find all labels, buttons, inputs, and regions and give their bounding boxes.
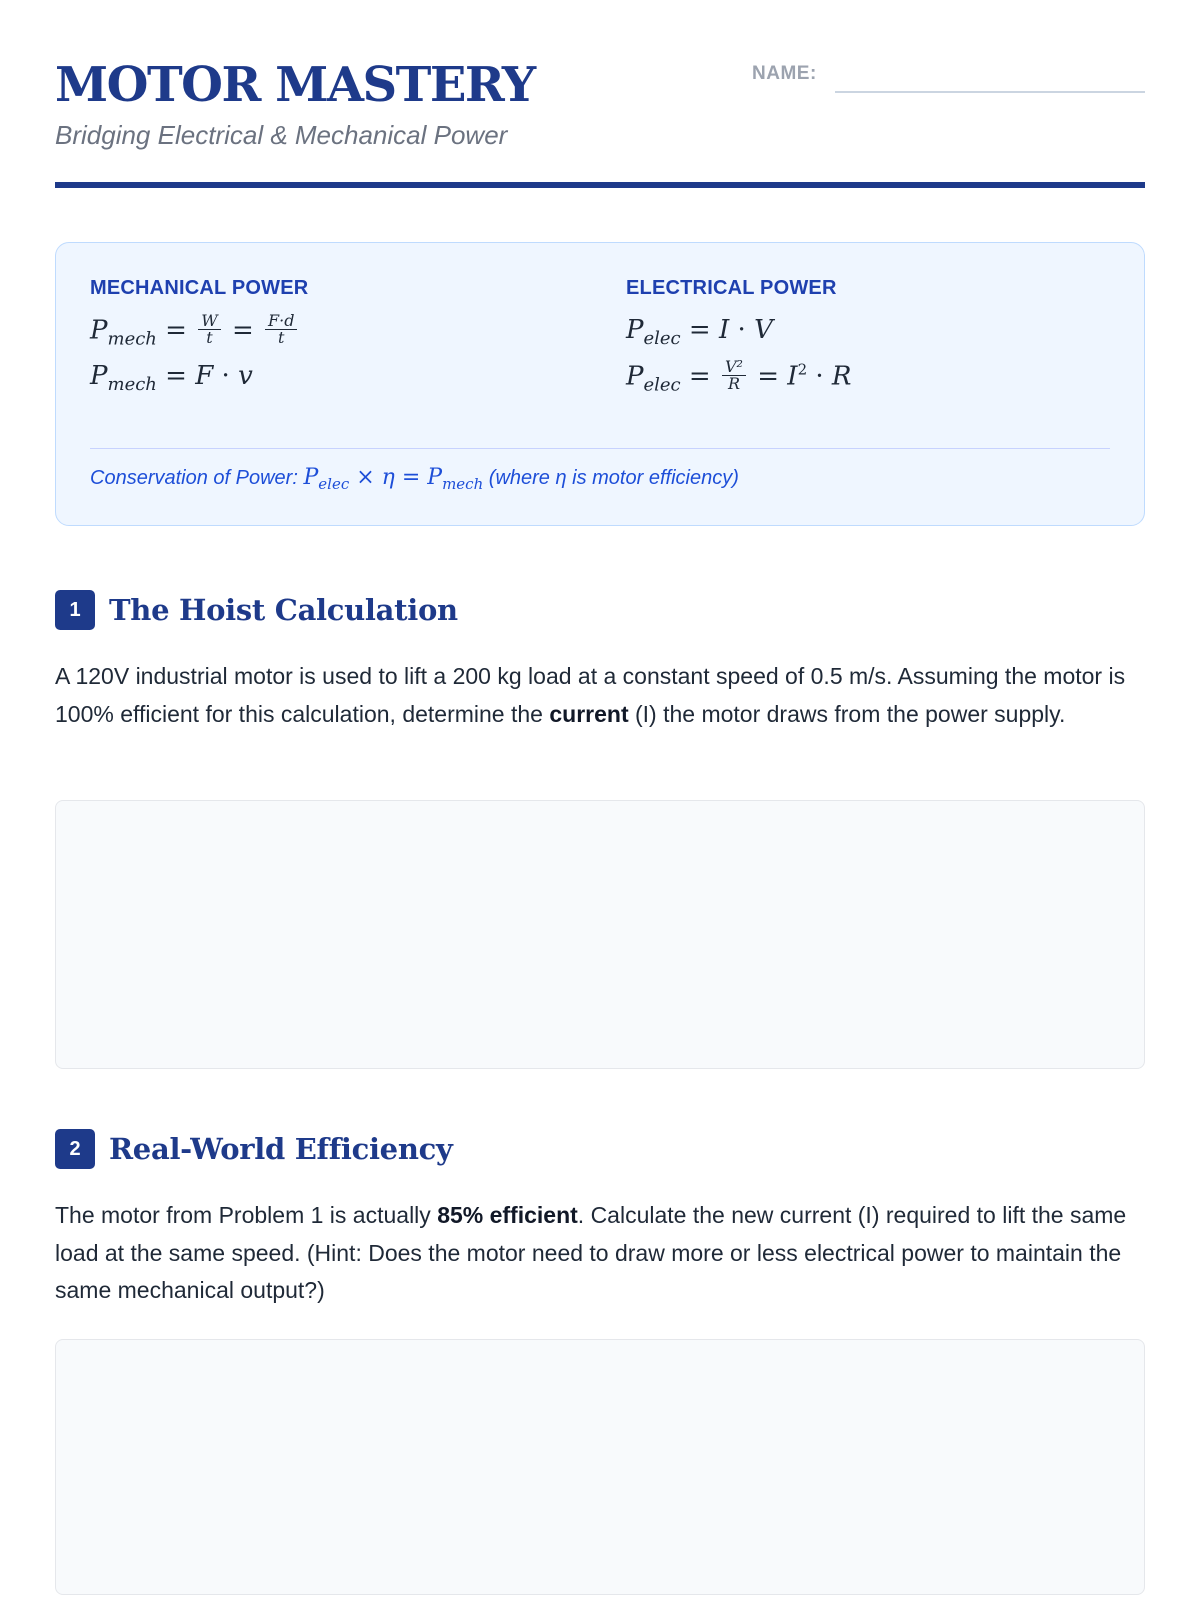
formula-box-divider <box>90 448 1110 449</box>
formula-reference-box <box>55 242 1145 526</box>
electrical-power-label: ELECTRICAL POWER <box>626 277 837 299</box>
problem-number-badge: 1 <box>55 590 95 630</box>
conservation-of-power-note: Conservation of Power: $P_{elec} \times \eta = P_{mech}$ (where η is motor efficiency) <box>90 465 739 493</box>
problem-title: The Hoist Calculation <box>109 593 458 627</box>
header-divider <box>55 182 1145 188</box>
problem-2-text: The motor from Problem 1 is actually 85% efficient. Calculate the new current (I) required to lift the same load at the same speed. (Hint: Does the motor need to draw more or less electrical power to maintain the same mechanical output?) <box>55 1202 1127 1303</box>
electrical-formula-1: $P_{elec} = I \cdot V$ <box>626 315 773 349</box>
problem-number-badge: 2 <box>55 1129 95 1169</box>
problem-2-answer-area[interactable] <box>55 1339 1145 1595</box>
worksheet-header <box>55 55 1145 190</box>
problem-title: Real-World Efficiency <box>109 1132 453 1166</box>
mechanical-formula-1: $P_{mech}$ = $\frac{W}{t}$ = $\frac{F\cdot d}{t}$ <box>90 315 300 348</box>
mechanical-formula-2: $P_{mech} = F \cdot v$ <box>90 361 253 395</box>
mechanical-power-label: MECHANICAL POWER <box>90 277 309 299</box>
problem-1-answer-area[interactable] <box>55 800 1145 1069</box>
page-subtitle: Bridging Electrical & Mechanical Power <box>55 120 508 150</box>
name-label: NAME: <box>752 63 817 84</box>
electrical-formula-2: $P_{elec}$ = $\frac{\text{V²}}{R}$ = $I^2 \cdot R$ <box>626 357 852 396</box>
problem-1-text: A 120V industrial motor is used to lift a 200 kg load at a constant speed of 0.5 m/s. Assuming the motor is 100% efficient for this calculation, determine the current (I) the motor draws from the power supply. <box>55 663 1126 727</box>
name-field[interactable] <box>835 91 1145 93</box>
page-title: MOTOR MASTERY <box>55 57 535 113</box>
